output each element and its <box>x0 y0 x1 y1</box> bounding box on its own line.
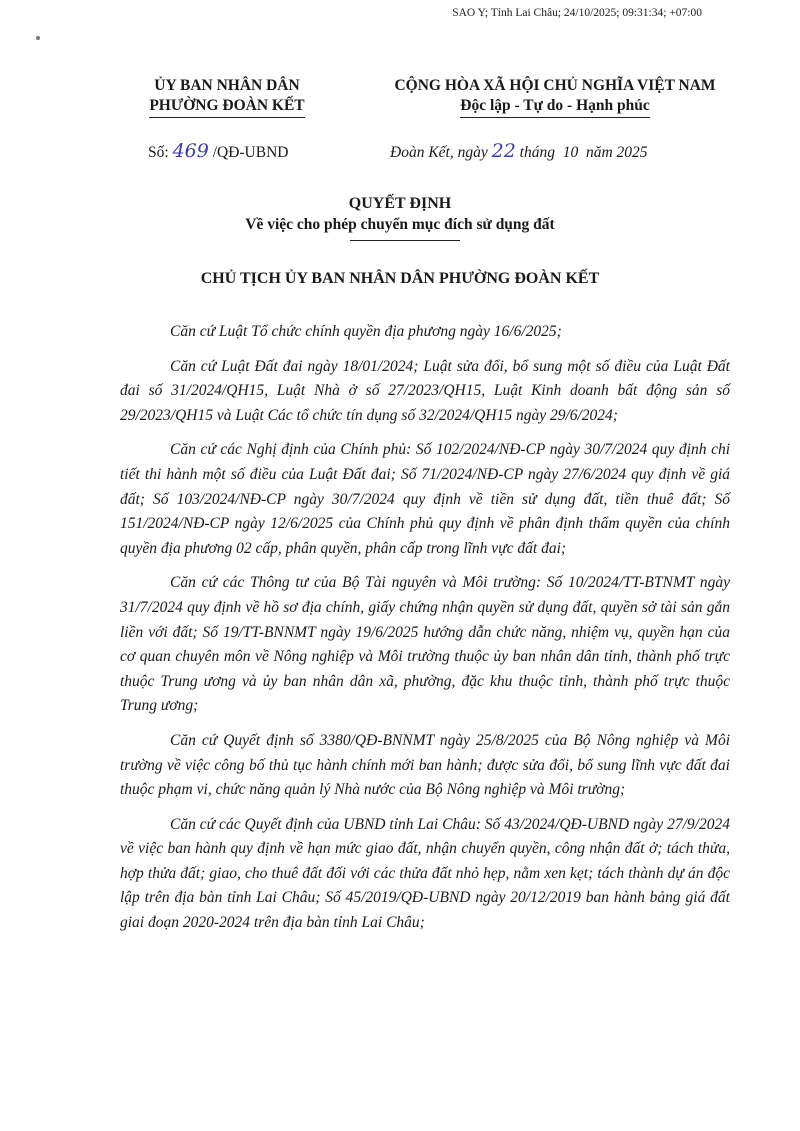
national-line2: Độc lập - Tự do - Hạnh phúc <box>460 96 649 118</box>
paragraph: Căn cứ các Quyết định của UBND tỉnh Lai Châu: Số 43/2024/QĐ-UBND ngày 27/9/2024 về việc ban hành quy định về hạn mức giao đất, nhận chuyển quyền, công nhận đất ở; tách thửa, hợp thửa đất; giao, cho thuê đất đối với các thửa đất nhỏ hẹp, nằm xen kẹt; tách thành dự án độc lập trên địa bàn tỉnh Lai Châu; Số 45/2019/QĐ-UBND ngày 20/12/2019 ban hành bảng giá đất giai đoạn 2020-2024 trên địa bàn tỉnh Lai Châu; <box>120 815 730 932</box>
document-number <box>148 140 288 162</box>
agency-line2: PHƯỜNG ĐOÀN KẾT <box>149 96 304 118</box>
issuing-agency <box>112 76 342 118</box>
subtitle-text: Về việc cho phép chuyển mục đích sử dụng đất <box>245 216 555 233</box>
subtitle-underline <box>350 240 460 241</box>
paragraph: Căn cứ Luật Tổ chức chính quyền địa phương ngày 16/6/2025; <box>170 323 562 340</box>
legal-basis-body <box>120 320 730 946</box>
national-line1: CỘNG HÒA XÃ HỘI CHỦ NGHĨA VIỆT NAM <box>394 77 716 94</box>
scan-mark <box>36 36 40 40</box>
paragraph: Căn cứ các Thông tư của Bộ Tài nguyên và Môi trường: Số 10/2024/TT-BTNMT ngày 31/7/2024 quy định về hồ sơ địa chính, giấy chứng nhận quyền sử dụng đất, quyền sở tài sản gắn liền với đất; Số 19/TT-BNNMT ngày 19/6/2025 hướng dẫn chức năng, nhiệm vụ, quyền hạn của cơ quan chuyên môn về Nông nghiệp và Môi trường thuộc ủy ban nhân dân tỉnh, thành phố trực thuộc Trung ương và ủy ban nhân dân xã, phường, đặc khu thuộc tỉnh, thành phố trực thuộc Trung ương; <box>120 574 730 715</box>
paragraph: Căn cứ Quyết định số 3380/QĐ-BNNMT ngày 25/8/2025 của Bộ Nông nghiệp và Môi trường về việc công bố thủ tục hành chính mới ban hành; được sửa đổi, bổ sung lĩnh vực đất đai thuộc phạm vi, chức năng quản lý Nhà nước của Bộ Nông nghiệp và Môi trường; <box>120 731 730 799</box>
handwritten-day: 22 <box>491 140 516 162</box>
date-prefix: Đoàn Kết, ngày <box>390 144 492 161</box>
handwritten-number: 469 <box>172 140 209 162</box>
decision-title: QUYẾT ĐỊNH <box>348 195 452 212</box>
decision-subtitle <box>0 216 800 234</box>
paragraph: Căn cứ các Nghị định của Chính phủ: Số 102/2024/NĐ-CP ngày 30/7/2024 quy định chi tiết thi hành một số điều của Luật Đất đai; Số 71/2024/NĐ-CP ngày 27/6/2024 quy định về giá đất; Số 103/2024/NĐ-CP ngày 30/7/2024 quy định về tiền sử dụng đất, tiền thuê đất; Số 151/2024/NĐ-CP ngày 12/6/2025 của Chính phủ quy định về phân định thẩm quyền của chính quyền địa phương 02 cấp, phân quyền, phân cấp trong lĩnh vực đất đai; <box>120 441 730 557</box>
paragraph: Căn cứ Luật Đất đai ngày 18/01/2024; Luật sửa đổi, bổ sung một số điều của Luật Đất đai số 31/2024/QH15, Luật Nhà ở số 27/2023/QH15, Luật Kinh doanh bất động sản số 29/2023/QH15 và Luật Các tổ chức tín dụng số 32/2024/QH15 ngày 29/6/2024; <box>120 357 730 424</box>
doc-number-prefix: Số: <box>148 144 173 161</box>
doc-number-suffix: /QĐ-UBND <box>208 144 289 161</box>
digital-copy-stamp: SAO Y; Tỉnh Lai Châu; 24/10/2025; 09:31:34; +07:00 <box>452 7 702 19</box>
document-date <box>390 140 648 162</box>
national-motto <box>346 76 764 118</box>
date-suffix: tháng 10 năm 2025 <box>515 144 648 161</box>
agency-line1: ỦY BAN NHÂN DÂN <box>154 77 300 94</box>
chairman-heading: CHỦ TỊCH ỦY BAN NHÂN DÂN PHƯỜNG ĐOÀN KẾT <box>200 270 600 287</box>
